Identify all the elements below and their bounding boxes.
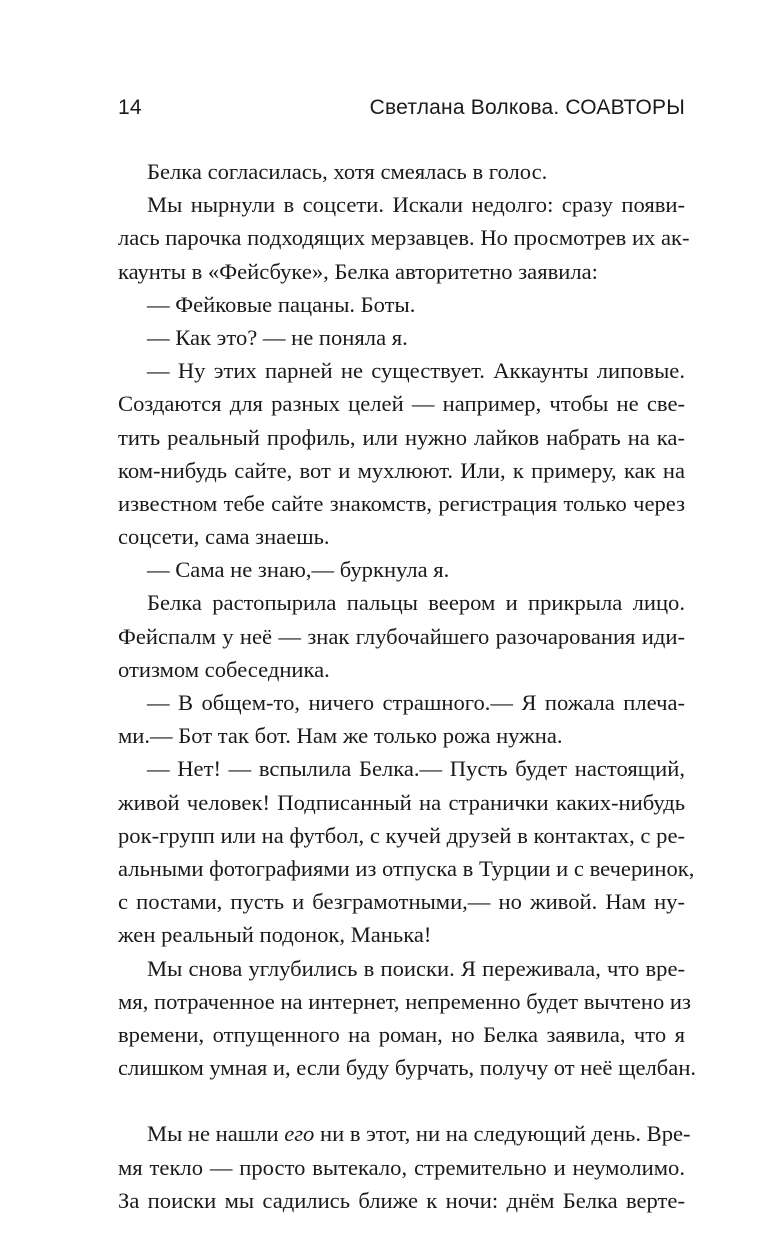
text-line: Фейспалм у неё — знак глубочайшего разочарования иди- [118,623,685,649]
text-line: За поиски мы садились ближе к ночи: днём Белка верте- [118,1187,685,1213]
text-line: Мы снова углубились в поиски. Я переживала, что вре- [147,955,685,981]
text-line: Белка растопырила пальцы веером и прикрыла лицо. [147,590,685,616]
text-line: Мы нырнули в соцсети. Искали недолго: сразу появи- [147,192,685,218]
text-line: — Фейковые пацаны. Боты. [147,291,416,317]
page-header [118,96,685,126]
text-line: рок-групп или на футбол, с кучей друзей в контактах, с ре- [118,822,685,848]
text-line: — В общем-то, ничего страшного.— Я пожала плеча- [147,690,685,715]
section-break [118,1084,685,1117]
page-number: 14 [118,96,142,119]
section2-paragraph [118,1151,685,1217]
paragraphs [118,155,697,1084]
text-line: Создаются для разных целей — например, чтобы не све- [118,391,685,417]
text-line: — Сама не знаю,— буркнула я. [147,557,450,583]
text-line: Белка согласилась, хотя смеялась в голос. [147,159,548,184]
text-line: с постами, пусть и безграмотными,— но живой. Нам ну- [118,889,685,915]
text-line: ми.— Бот так бот. Нам же только рожа нужна. [118,723,563,749]
text-line: известном тебе сайте знакомств, регистрация только через [118,490,685,516]
text-line: отизмом собеседника. [118,656,330,682]
text-line: альными фотографиями из отпуска в Турции и с вечеринок, [118,855,695,881]
text-line: мя текло — просто вытекало, стремительно и неумолимо. [118,1154,685,1180]
text-line: ком-нибудь сайте, вот и мухлюют. Или, к примеру, как на [118,457,685,483]
text-line: жен реальный подонок, Манька! [118,922,432,948]
text-line: живой человек! Подписанный на странички каких-нибудь [118,789,685,815]
text-line: тить реальный профиль, или нужно лайков набрать на ка- [118,424,685,450]
text-line: времени, отпущенного на роман, но Белка заявила, что я [118,1021,685,1047]
text-line: лась парочка подходящих мерзавцев. Но просмотрев их ак- [118,225,690,251]
running-title: Светлана Волкова. СОАВТОРЫ [369,96,685,119]
text-line: — Нет! — вспылила Белка.— Пусть будет настоящий, [147,756,685,782]
text-line: слишком умная и, если буду бурчать, получу от неё щелбан. [118,1055,697,1081]
text-line: Мы не нашли его ни в этот, ни на следующий день. Вре- [147,1121,691,1147]
text-line: — Ну этих парней не существует. Аккаунты липовые. [147,358,685,384]
italic-word: его [284,1121,315,1147]
text-line: — Как это? — не поняла я. [147,324,408,350]
text-line: мя, потраченное на интернет, непременно будет вычтено из [118,988,691,1014]
text-line: каунты в «Фейсбуке», Белка авторитетно заявила: [118,258,598,284]
text-line: соцсети, сама знаешь. [118,524,330,550]
body-text [118,155,697,1217]
